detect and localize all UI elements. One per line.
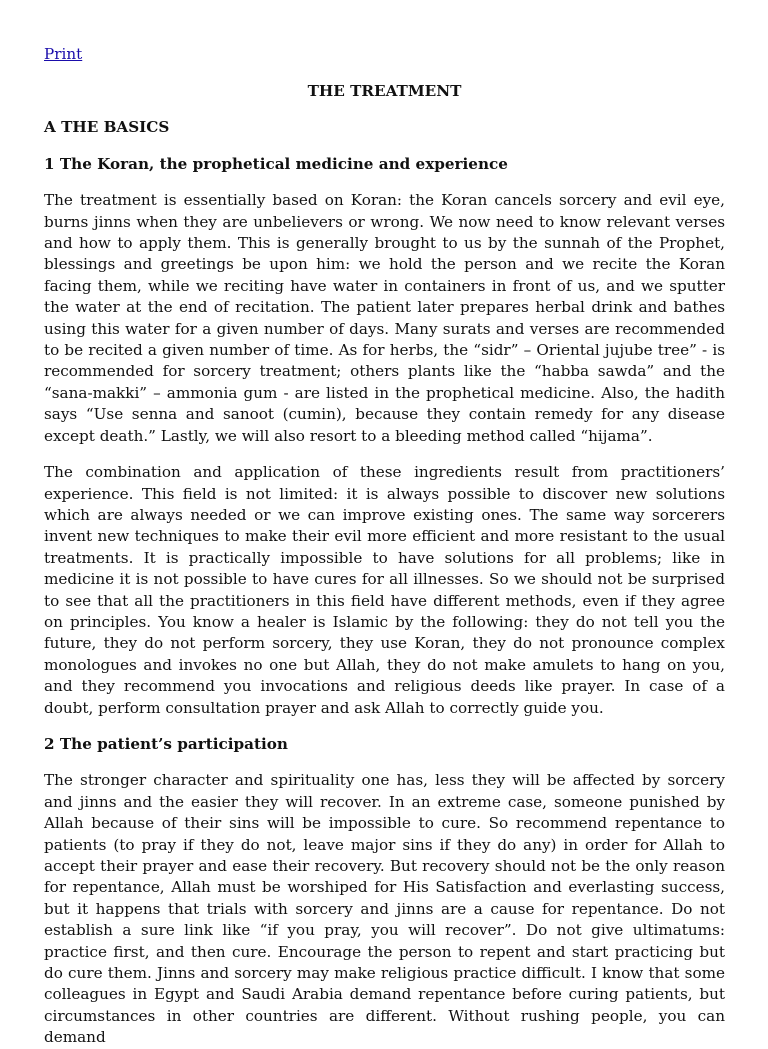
- print-link[interactable]: Print: [44, 45, 83, 63]
- document-page: [44, 44, 725, 1049]
- subsection-heading-participation: 2 The patient’s participation: [44, 734, 288, 753]
- section-heading-basics: A THE BASICS: [44, 118, 170, 137]
- paragraph-combination-experience: The combination and application of these ingredients result from practitioners’ experience. This field is not limited: it is always possible to discover new solutions which are always needed or we can improve existing ones. The same way sorcerers invent new techniques to make their evil more efficient and more resistant to the usual treatments. It is practically impossible to have solutions for all problems; like in medicine it is not possible to have cures for all illnesses. So we should not be surprised to see that all the practitioners in this field have different methods, even if they agree on principles. You know a healer is Islamic by the following: they do not tell you the future, they do not perform sorcery, they use Koran, they do not pronounce complex monologues and invokes no one but Allah, they do not make amulets to hang on you, and they recommend you invocations and religious deeds like prayer. In case of a doubt, perform consultation prayer and ask Allah to correctly guide you.: [44, 463, 725, 717]
- document-title: THE TREATMENT: [307, 82, 462, 100]
- paragraph-patient-participation: The stronger character and spirituality one has, less they will be affected by sorcery and jinns and the easier they will recover. In an extreme case, someone punished by Allah because of their sins will be impossible to cure. So recommend repentance to patients (to pray if they do not, leave major sins if they do any) in order for Allah to accept their prayer and ease their recovery. But recovery should not be the only reason for repentance, Allah must be worshiped for His Satisfaction and everlasting success, but it happens that trials with sorcery and jinns are a cause for repentance. Do not establish a sure link like “if you pray, you will recover”. Do not give ultimatums: practice first, and then cure. Encourage the person to repent and start practicing but do cure them. Jinns and sorcery may make religious practice difficult. I know that some colleagues in Egypt and Saudi Arabia demand repentance before curing patients, but circumstances in other countries are different. Without rushing people, you can demand: [44, 771, 725, 1047]
- subsection-heading-koran: 1 The Koran, the prophetical medicine and experience: [44, 154, 508, 173]
- paragraph-treatment-basis: The treatment is essentially based on Koran: the Koran cancels sorcery and evil eye, burns jinns when they are unbelievers or wrong. We now need to know relevant verses and how to apply them. This is generally brought to us by the sunnah of the Prophet, blessings and greetings be upon him: we hold the person and we recite the Koran facing them, while we reciting have water in containers in front of us, and we sputter the water at the end of recitation. The patient later prepares herbal drink and bathes using this water for a given number of days. Many surats and verses are recommended to be recited a given number of time. As for herbs, the “sidr” – Oriental jujube tree” - is recommended for sorcery treatment; others plants like the “habba sawda” and the “sana-makki” – ammonia gum - are listed in the prophetical medicine. Also, the hadith says “Use senna and sanoot (cumin), because they contain remedy for any disease except death.” Lastly, we will also resort to a bleeding method called “hijama”.: [44, 191, 725, 445]
